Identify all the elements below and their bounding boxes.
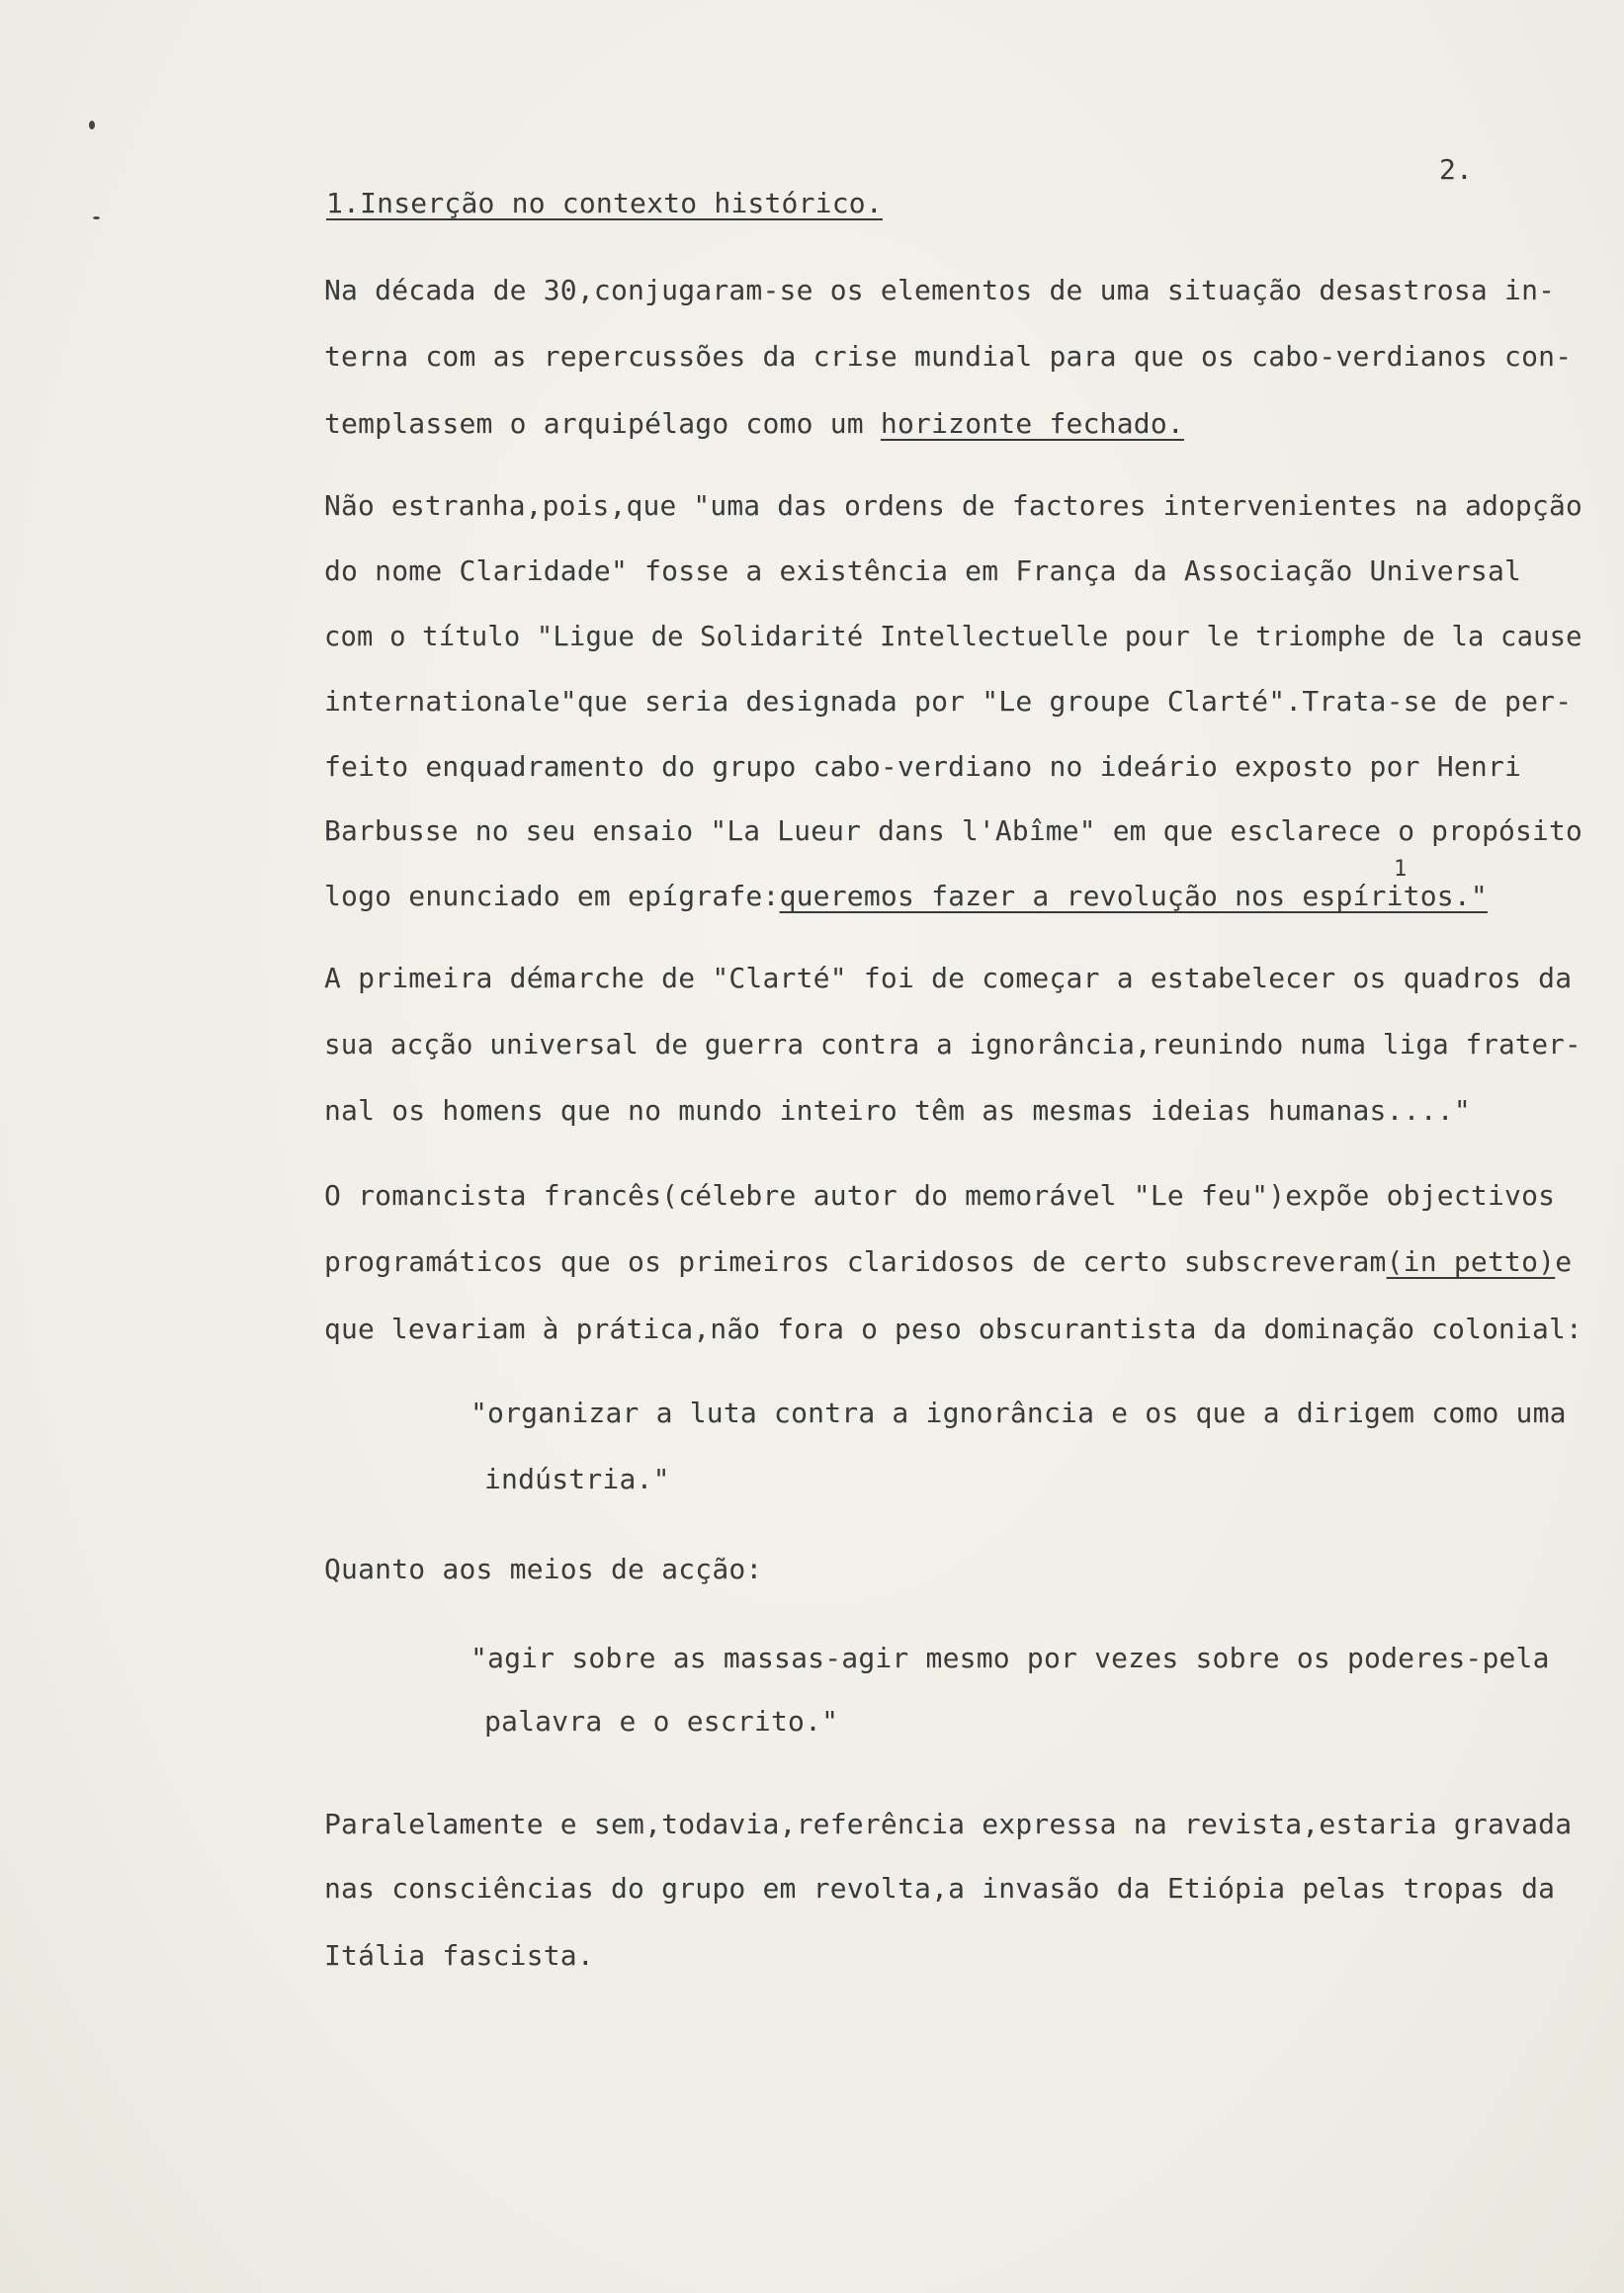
paragraph-6-line-1: Paralelamente e sem,todavia,referência expressa na revista,estaria gravada [324,1808,1573,1840]
paragraph-2-line-6: Barbusse no seu ensaio "La Lueur dans l'Abîme" em que esclarece o propósito [324,814,1582,847]
paragraph-4-line-3: que levariam à prática,não fora o peso obscurantista da dominação colonial: [324,1313,1582,1345]
paragraph-1-line-3-text: templassem o arquipélago como um [324,407,881,440]
paragraph-6-line-2: nas consciências do grupo em revolta,a invasão da Etiópia pelas tropas da [324,1872,1556,1905]
paragraph-2-line-3: com o título "Ligue de Solidarité Intellectuelle pour le triomphe de la cause [324,620,1582,652]
paragraph-4-line-1: O romancista francês(célebre autor do memorável "Le feu")expõe objectivos [324,1179,1556,1212]
paragraph-1-line-2: terna com as repercussões da crise mundial para que os cabo-verdianos con- [324,340,1573,373]
paragraph-4-line-2 [324,1246,1572,1278]
quote-1-line-1: "organizar a luta contra a ignorância e os que a dirigem como uma [470,1397,1567,1429]
paragraph-5: Quanto aos meios de acção: [324,1553,763,1585]
paragraph-2-line-4: internationale"que seria designada por "Le groupe Clarté".Trata-se de per- [324,685,1573,718]
paragraph-2-line-7-text: logo enunciado em epígrafe: [324,880,780,912]
section-heading: 1.Inserção no contexto histórico. [326,187,883,219]
paragraph-3-line-2: sua acção universal de guerra contra a ignorância,reunindo numa liga frater- [324,1028,1581,1061]
underlined-phrase: horizonte fechado. [880,407,1184,440]
page-number: 2. [1439,153,1474,186]
paragraph-2-line-2: do nome Claridade" fosse a existência em França da Associação Universal [324,554,1522,587]
paragraph-4-line-2-text: programáticos que os primeiros claridosos de certo subscreveram [324,1245,1387,1278]
ink-speck [93,216,100,219]
quote-2-line-1: "agir sobre as massas-agir mesmo por vezes sobre os poderes-pela [470,1642,1550,1674]
paragraph-1-line-3 [324,408,1184,440]
footnote-mark: 1 [1394,857,1408,882]
paragraph-2-line-5: feito enquadramento do grupo cabo-verdiano no ideário exposto por Henri [324,750,1522,783]
paragraph-1-line-1: Na década de 30,conjugaram-se os elementos de uma situação desastrosa in- [324,274,1556,306]
underlined-epigraph: queremos fazer a revolução nos espíritos." [779,880,1488,912]
quote-2-line-2: palavra e o escrito." [484,1705,839,1738]
paragraph-2-line-7 [324,881,1488,912]
paragraph-6-line-3: Itália fascista. [324,1939,594,1972]
paragraph-3-line-1: A primeira démarche de "Clarté" foi de começar a estabelecer os quadros da [324,962,1573,994]
paragraph-3-line-3: nal os homens que no mundo inteiro têm as mesmas ideias humanas...." [324,1094,1471,1127]
paragraph-2-line-1: Não estranha,pois,que "uma das ordens de factores intervenientes na adopção [324,489,1582,522]
quote-1-line-2: indústria." [484,1463,670,1495]
underlined-in-petto: (in petto) [1386,1245,1556,1278]
ink-speck [89,121,95,129]
paragraph-4-line-2-end: e [1555,1245,1573,1278]
